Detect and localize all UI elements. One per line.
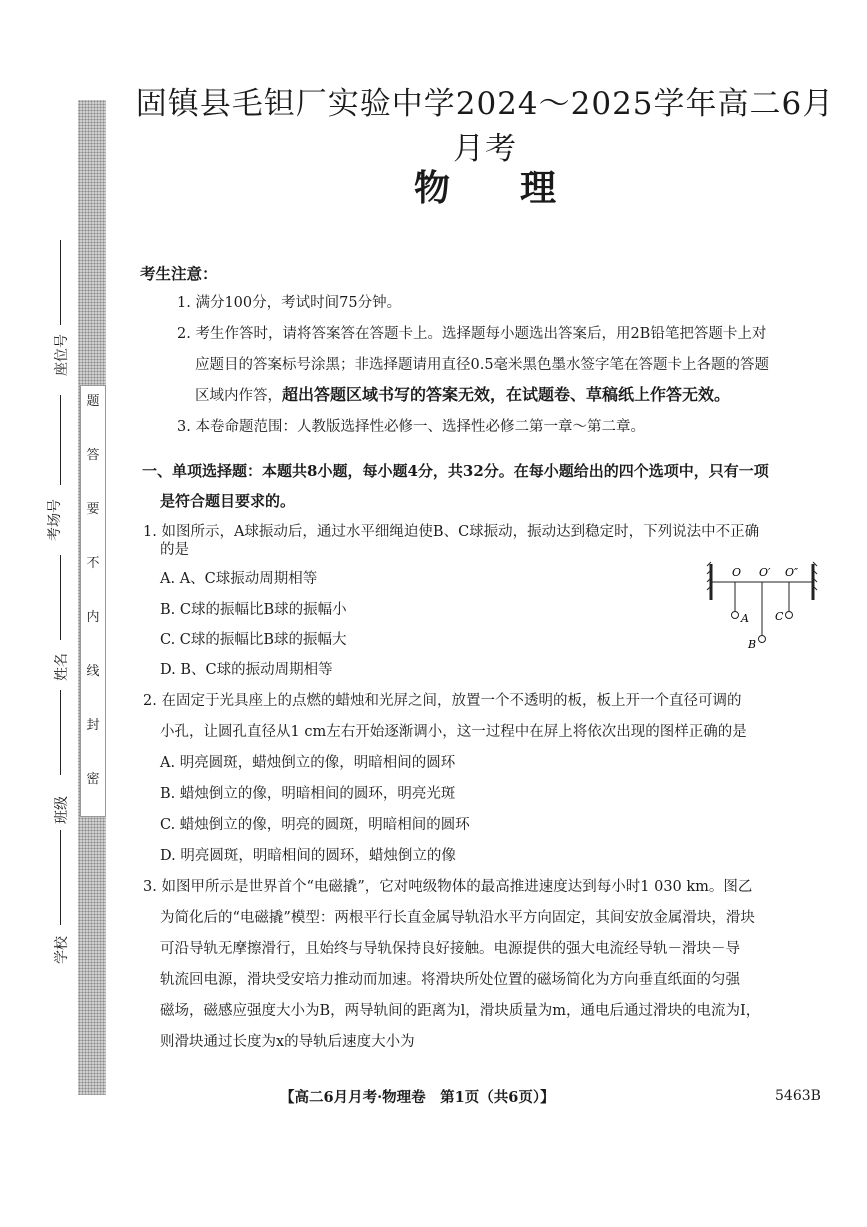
label-o1: O′ <box>759 566 771 579</box>
label-c: C <box>775 610 784 623</box>
seal-char: 内 <box>86 610 100 625</box>
q1-option-c: C. C球的振幅比B球的振幅大 <box>160 632 347 648</box>
notice-item: 区域内作答， <box>195 388 282 404</box>
q2-option-d: D. 明亮圆斑，明暗相间的圆环，蜡烛倒立的像 <box>160 848 456 864</box>
school-label: 学校 <box>54 936 70 964</box>
class-label: 班级 <box>54 796 70 824</box>
notice-item: 1. 满分100分，考试时间75分钟。 <box>177 295 402 311</box>
name-line <box>60 555 61 640</box>
q1-option-a: A. A、C球振动周期相等 <box>160 571 318 587</box>
school-line <box>60 830 61 925</box>
seat-line <box>60 240 61 325</box>
notice-title: 考生注意： <box>140 264 218 283</box>
q2-option-a: A. 明亮圆斑，蜡烛倒立的像，明暗相间的圆环 <box>160 755 456 771</box>
exam-title: 固镇县毛钽厂实验中学2024～2025学年高二6月月考 <box>135 86 835 167</box>
name-label: 姓名 <box>54 653 70 681</box>
q1-stem: 1. 如图所示，A球振动后，通过水平细绳迫使B、C球振动，振动达到稳定时，下列说法中不正确 <box>143 524 760 540</box>
right-wall <box>813 562 817 600</box>
seal-box <box>80 385 106 817</box>
q1-stem-cont: 的是 <box>160 542 189 558</box>
seal-char: 线 <box>86 664 100 679</box>
seal-char: 不 <box>86 556 100 571</box>
ball-c <box>786 612 793 619</box>
exam-room-label: 考场号 <box>47 499 63 541</box>
q3-line: 可沿导轨无摩擦滑行，且始终与导轨保持良好接触。电源提供的强大电流经导轨－滑块－导 <box>160 941 740 957</box>
q1-option-d: D. B、C球的振动周期相等 <box>160 662 333 678</box>
section-heading-cont: 是符合题目要求的。 <box>160 492 296 510</box>
exam-room-line <box>60 395 61 485</box>
q2-option-c: C. 蜡烛倒立的像，明亮的圆斑，明暗相间的圆环 <box>160 817 470 833</box>
subject-title: 物理 <box>413 167 626 209</box>
pendulum-figure <box>705 560 825 652</box>
label-o: O <box>732 566 742 579</box>
q2-stem: 2. 在固定于光具座上的点燃的蜡烛和光屏之间，放置一个不透明的板，板上开一个直径可调的 <box>143 693 742 709</box>
label-a: A <box>741 612 749 625</box>
ball-b <box>759 636 766 643</box>
q3-line: 为简化后的“电磁撬”模型：两根平行长直金属导轨沿水平方向固定，其间安放金属滑块，滑块 <box>160 910 755 926</box>
seal-char: 封 <box>86 718 100 733</box>
seal-char: 答 <box>86 448 100 463</box>
seal-char: 题 <box>86 394 100 409</box>
seal-char: 密 <box>86 772 100 787</box>
q1-option-b: B. C球的振幅比B球的振幅小 <box>160 602 347 618</box>
q3-line: 磁场，磁感应强度大小为B，两导轨间的距离为l，滑块质量为m，通电后通过滑块的电流为I， <box>160 1003 761 1019</box>
seat-label: 座位号 <box>54 334 70 376</box>
q3-line: 则滑块通过长度为x的导轨后速度大小为 <box>160 1034 415 1050</box>
page-footer: 【高二6月月考·物理卷 第1页（共6页）】 <box>280 1089 555 1106</box>
left-wall <box>707 562 711 600</box>
notice-item: 应题目的答案标号涂黑；非选择题请用直径0.5毫米黑色墨水签字笔在答题卡上各题的答题 <box>195 357 770 373</box>
section-heading: 一、单项选择题：本题共8小题，每小题4分，共32分。在每小题给出的四个选项中，只有一项 <box>142 462 769 480</box>
notice-warning: 超出答题区域书写的答案无效，在试题卷、草稿纸上作答无效。 <box>282 385 731 404</box>
q2-stem-cont: 小孔，让圆孔直径从1 cm左右开始逐渐调小，这一过程中在屏上将依次出现的图样正确的是 <box>160 724 747 740</box>
class-line <box>60 690 61 775</box>
label-o2: O″ <box>785 566 799 579</box>
seal-char: 要 <box>86 502 100 517</box>
paper-code: 5463B <box>775 1088 821 1104</box>
q3-line: 3. 如图甲所示是世界首个“电磁撬”，它对吨级物体的最高推进速度达到每小时1 030 km。图乙 <box>143 879 753 895</box>
notice-item: 2. 考生作答时，请将答案答在答题卡上。选择题每小题选出答案后，用2B铅笔把答题卡上对 <box>177 326 767 342</box>
q3-line: 轨流回电源，滑块受安培力推动而加速。将滑块所处位置的磁场简化为方向垂直纸面的匀强 <box>160 972 740 988</box>
q2-option-b: B. 蜡烛倒立的像，明暗相间的圆环，明亮光斑 <box>160 786 456 802</box>
label-b: B <box>748 638 757 651</box>
notice-item: 3. 本卷命题范围：人教版选择性必修一、选择性必修二第一章～第二章。 <box>177 419 645 435</box>
ball-a <box>732 612 739 619</box>
